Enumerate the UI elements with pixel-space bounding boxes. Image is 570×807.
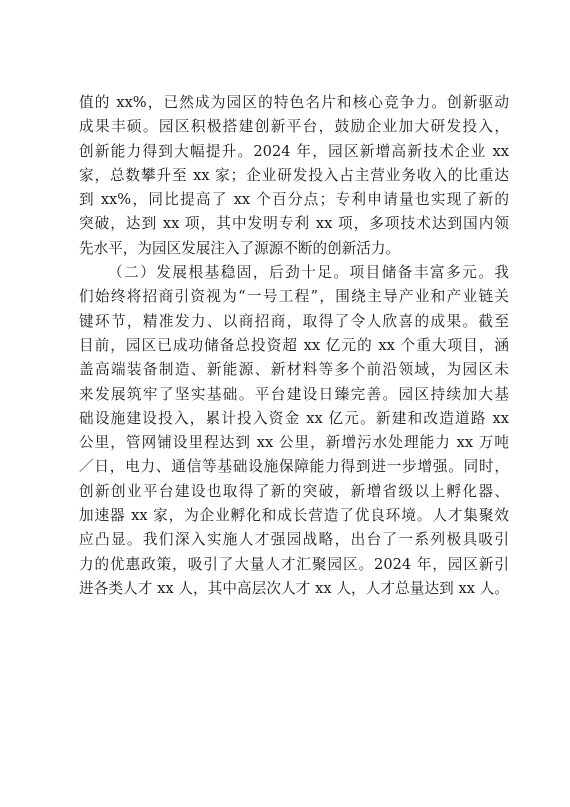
text-line: 应凸显。我们深入实施人才强园战略，出台了一系列极具吸引 bbox=[79, 531, 509, 549]
text-line: 目前，园区已成功储备总投资超 xx 亿元的 xx 个重大项目，涵 bbox=[79, 336, 509, 354]
text-line: 公里，管网铺设里程达到 xx 公里，新增污水处理能力 xx 万吨 bbox=[79, 434, 509, 452]
text-line: 到 xx%，同比提高了 xx 个百分点；专利申请量也实现了新的 bbox=[79, 191, 509, 209]
text-line: 加速器 xx 家，为企业孵化和成长营造了优良环境。人才集聚效 bbox=[79, 507, 509, 525]
text-line: 突破，达到 xx 项，其中发明专利 xx 项，多项技术达到国内领 bbox=[79, 215, 509, 233]
text-line: ／日，电力、通信等基础设施保障能力得到进一步增强。同时， bbox=[79, 458, 509, 476]
text-line: 盖高端装备制造、新能源、新材料等多个前沿领域，为园区未 bbox=[79, 361, 509, 379]
section-heading-line: （二）发展根基稳固，后劲十足。项目储备丰富多元。我 bbox=[108, 264, 509, 282]
text-line: 成果丰硕。园区积极搭建创新平台，鼓励企业加大研发投入， bbox=[79, 118, 509, 136]
text-line: 创新能力得到大幅提升。2024 年，园区新增高新技术企业 xx bbox=[79, 142, 509, 160]
text-line: 础设施建设投入，累计投入资金 xx 亿元。新建和改造道路 xx bbox=[79, 409, 509, 427]
text-line: 进各类人才 xx 人，其中高层次人才 xx 人，人才总量达到 xx 人。 bbox=[79, 579, 509, 597]
text-line: 家，总数攀升至 xx 家；企业研发投入占主营业务收入的比重达 bbox=[79, 166, 509, 184]
body-text bbox=[79, 91, 509, 601]
text-line: 创新创业平台建设也取得了新的突破，新增省级以上孵化器、 bbox=[79, 482, 509, 500]
text-line: 先水平，为园区发展注入了源源不断的创新活力。 bbox=[79, 239, 401, 257]
text-line: 值的 xx%，已然成为园区的特色名片和核心竞争力。创新驱动 bbox=[79, 94, 509, 111]
text-line: 键环节，精准发力、以商招商，取得了令人欣喜的成果。截至 bbox=[79, 312, 509, 330]
text-line: 来发展筑牢了坚实基础。平台建设日臻完善。园区持续加大基 bbox=[79, 385, 509, 403]
text-line: 们始终将招商引资视为“一号工程”，围绕主导产业和产业链关 bbox=[79, 288, 509, 306]
text-line: 力的优惠政策，吸引了大量人才汇聚园区。2024 年，园区新引 bbox=[79, 555, 509, 573]
